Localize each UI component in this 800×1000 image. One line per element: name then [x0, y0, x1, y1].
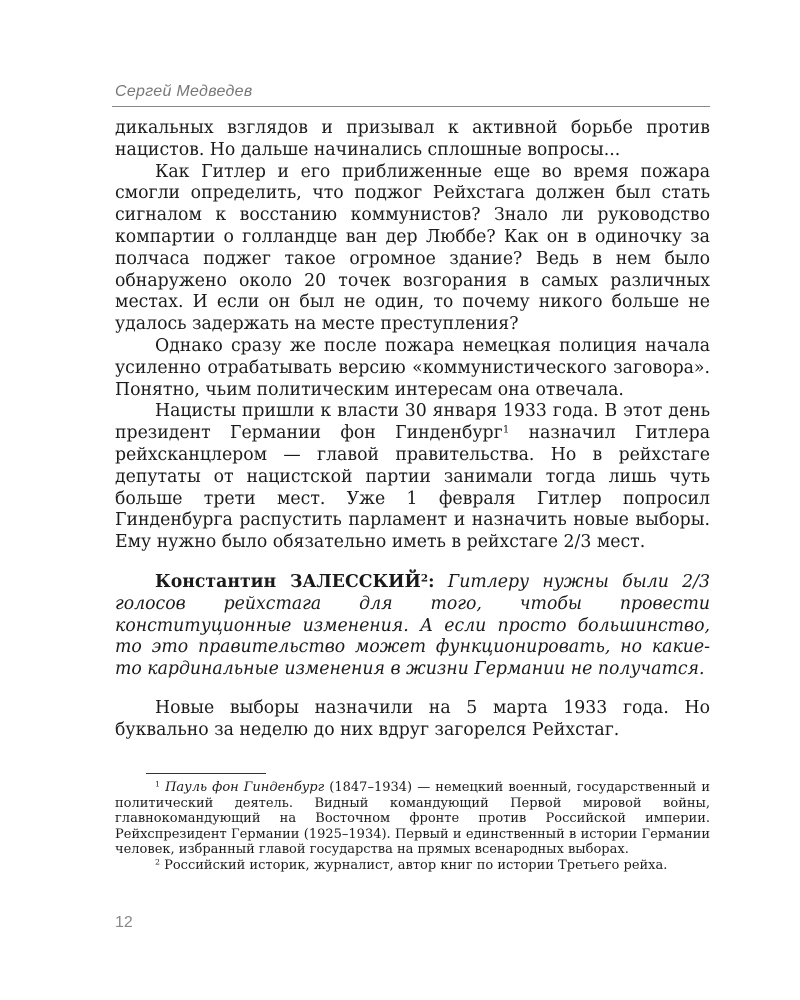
- page-number: 12: [115, 914, 133, 931]
- speaker-name: Константин ЗАЛЕССКИЙ: [155, 571, 421, 592]
- paragraph-continued: дикальных взглядов и призывал к активной борьбе против нацистов. Но дальше начинались сплошные вопросы...: [115, 118, 710, 160]
- header-divider: [112, 106, 710, 107]
- paragraph-nazis-to-power: [115, 401, 710, 554]
- footnote-ref-2: 2: [420, 572, 429, 585]
- footnote-1: [115, 780, 710, 858]
- footnote-ref-1: 1: [502, 423, 510, 436]
- quote-block: [115, 572, 710, 681]
- quote-text: Гитлеру нужны были 2/3 голосов рейхстага для того, чтобы провести конституционные изменения. А если просто большинство, то это правительство может функционировать, но какие-то кардинальные изменения в жизни Германии не получатся.: [115, 571, 710, 680]
- paragraph-new-elections: Новые выборы назначили на 5 марта 1933 года. Но буквально за неделю до них вдруг загорелся Рейхстаг.: [115, 697, 710, 740]
- footnote-2: [115, 858, 710, 874]
- footnote-number: 1: [155, 779, 160, 789]
- footnote-text: (1847–1934) — немецкий военный, государственный и политический деятель. Видный командующий Первой мировой войны, главнокомандующий на Восточном фронте против Российской империи. Рейхспрезидент Германии (1925–1934). Первый и единственный в истории Германии человек, избранный главой государства на прямых всенародных выборах.: [115, 780, 710, 858]
- paragraph-police-version: Однако сразу же после пожара немецкая полиция начала усиленно отрабатывать версию «коммунистического заговора». Понятно, чьим политическим интересам она отвечала.: [115, 335, 710, 400]
- footnote-text: Российский историк, журналист, автор книг по истории Третьего рейха.: [159, 857, 668, 873]
- footnotes: [115, 780, 710, 874]
- running-head-author: Сергей Медведев: [115, 83, 253, 100]
- footnote-divider: [146, 773, 266, 774]
- paragraph-text-part: назначил Гитлера рейхсканцлером — главой правительства. Но в рейхстаге депутаты от нацистской партии занимали тогда лишь чуть больше трети мест. Уже 1 февраля Гитлер попросил Гинденбурга распустить парламент и назначить новые выборы. Ему нужно было обязательно иметь в рейхстаге 2/3 мест.: [115, 423, 710, 553]
- quote-speaker: [155, 572, 434, 592]
- main-text: [115, 118, 710, 742]
- paragraph-text-part: Нацисты пришли к власти 30 января 1933 года. В этот день президент Германии фон Гинденбург: [115, 401, 710, 444]
- paragraph-questions: Как Гитлер и его приближенные еще во время пожара смогли определить, что поджог Рейхстага должен был стать сигналом к восстанию коммунистов? Знало ли руководство компартии о голландце ван дер Люббе? Как он в одиночку за полчаса поджег такое огромное здание? Ведь в нем было обнаружено около 20 точек возгорания в самых различных местах. И если он был не один, то почему никого больше не удалось задержать на месте преступления?: [115, 161, 710, 335]
- footnote-person-name: Пауль фон Гинденбург: [165, 780, 325, 795]
- footnote-number: 2: [155, 857, 160, 867]
- speaker-colon: :: [428, 571, 435, 592]
